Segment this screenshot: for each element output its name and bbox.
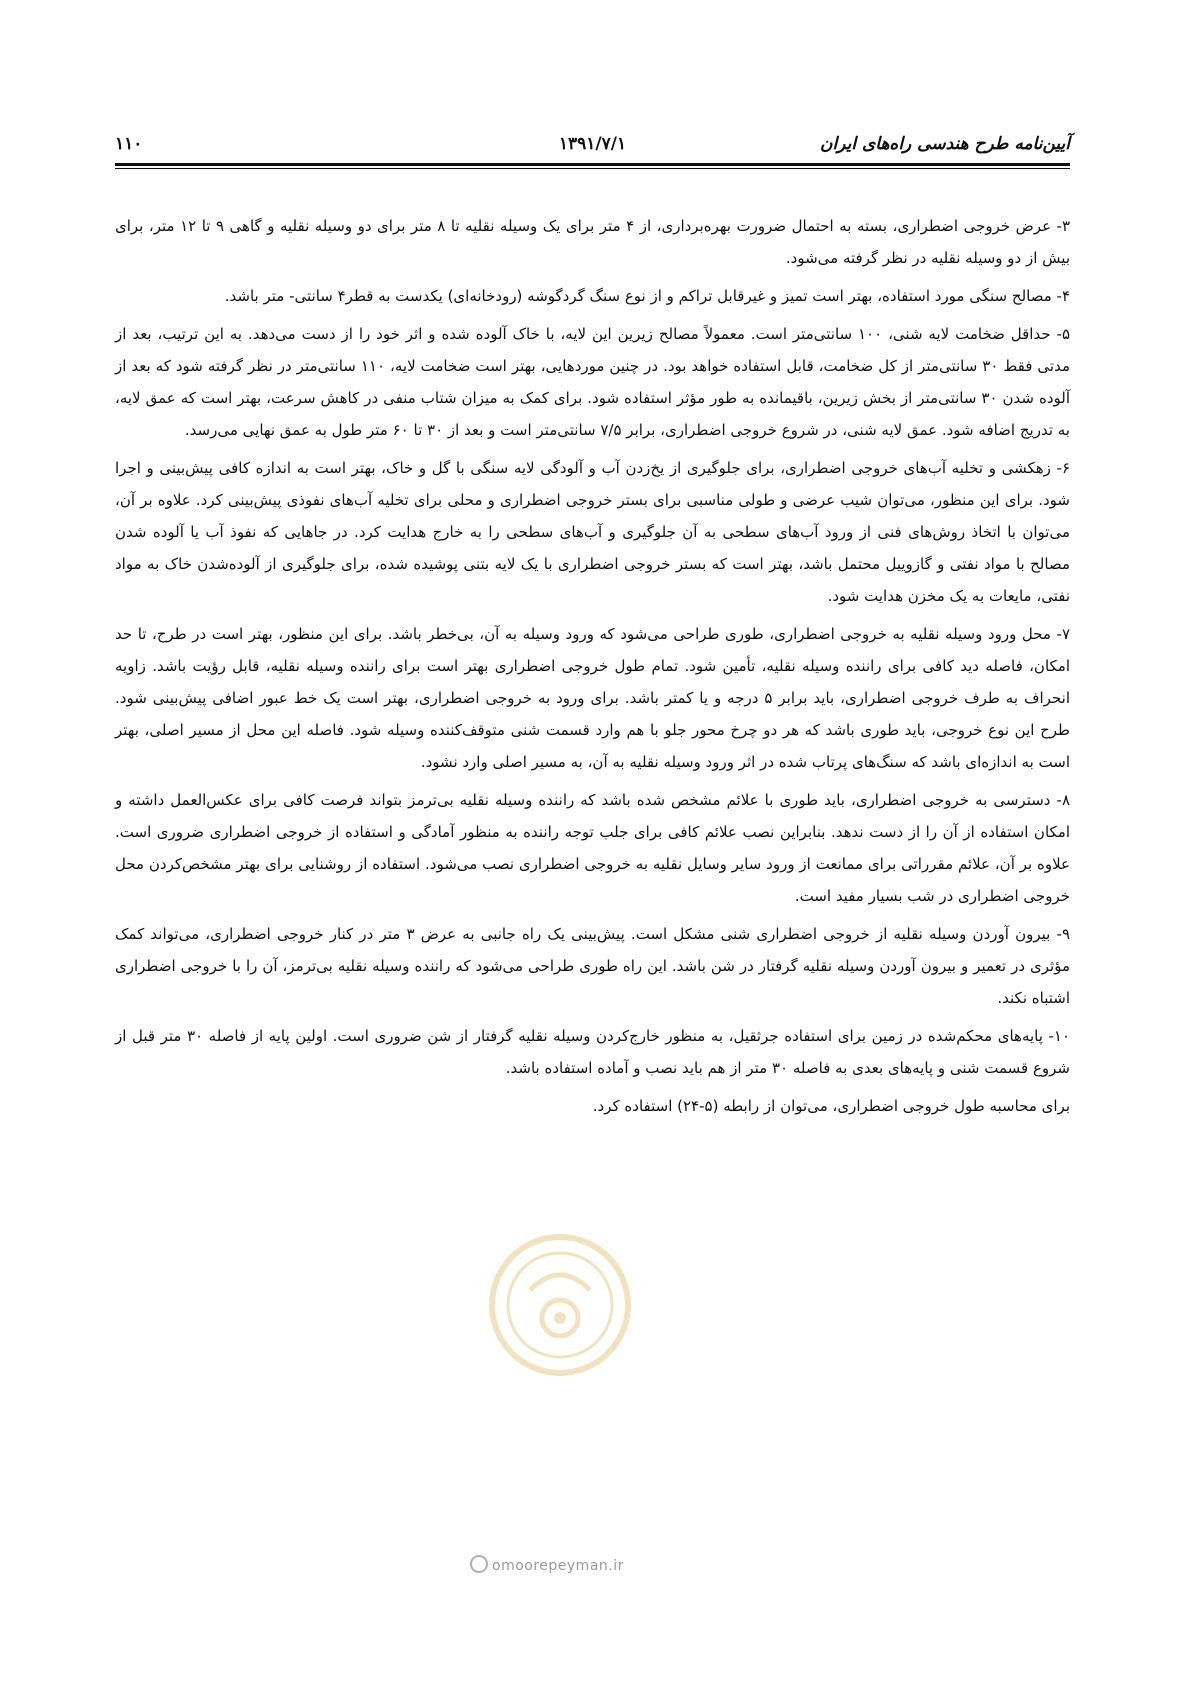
header-rule-thick xyxy=(115,163,1070,166)
page-header xyxy=(115,130,1070,160)
body-text xyxy=(115,210,1070,1128)
paragraph-6: ۶- زهکشی و تخلیه آب‌های خروجی اضطراری، برای جلوگیری از یخ‌زدن آب و آلودگی لایه سنگی با گل و خاک، بهتر است به اندازه کافی پیش‌بینی و اجرا شود. برای این منظور، می‌توان شیب عرضی و طولی مناسبی برای بستر خروجی اضطراری و محلی برای تخلیه آب‌های نفوذی پیش‌بینی کرد. علاوه بر آن، می‌توان با اتخاذ روش‌های فنی از ورود آب‌های سطحی به آن جلوگیری و آب‌های سطحی را به خارج هدایت کرد. در جاهایی که نفوذ آب یا آلوده شدن مصالح با مواد نفتی و گازوییل محتمل باشد، بهتر است که بستر خروجی اضطراری با یک لایه بتنی پوشیده شده، برای جلوگیری از آلوده‌شدن خاک به مواد نفتی، مایعات به یک مخزن هدایت شود. xyxy=(115,459,1070,605)
paragraph-3: ۳- عرض خروجی اضطراری، بسته به احتمال ضرورت بهره‌برداری، از ۴ متر برای یک وسیله نقلیه تا ۸ متر برای دو وسیله نقلیه و گاهی ۹ تا ۱۲ متر، برای بیش از دو وسیله نقلیه در نظر گرفته می‌شود. xyxy=(115,217,1071,267)
paragraph-7: ۷- محل ورود وسیله نقلیه به خروجی اضطراری، طوری طراحی می‌شود که ورود وسیله به آن، بی‌خطر باشد. برای این منظور، بهتر است در طرح، تا حد امکان، فاصله دید کافی برای راننده وسیله نقلیه، تأمین شود. تمام طول خروجی اضطراری بهتر است برای راننده وسیله نقلیه، قابل رؤیت باشد. زاویه انحراف به طرف خروجی اضطراری، باید برابر ۵ درجه و یا کمتر باشد. برای ورود به خروجی اضطراری، بهتر است یک خط عبور اضافی پیش‌بینی شود. طرح این نوع خروجی، باید طوری باشد که هر دو چرخ محور جلو با هم وارد قسمت شنی متوقف‌کننده وسیله شود. فاصله این محل از مسیر اصلی، بهتر است به اندازه‌ای باشد که سنگ‌های پرتاب شده در اثر ورود وسیله نقلیه به آن، به مسیر اصلی وارد نشود. xyxy=(115,625,1070,771)
page-number: ۱۱۰ xyxy=(115,134,143,154)
paragraph-4: ۴- مصالح سنگی مورد استفاده، بهتر است تمیز و غیرقابل تراکم و از نوع سنگ گردگوشه (رودخانه‌ای) یکدست به قطر۴ سانتی- متر باشد. xyxy=(224,287,1070,305)
paragraph-8: ۸- دسترسی به خروجی اضطراری، باید طوری با علائم مشخص شده باشد که راننده وسیله نقلیه بی‌ترمز بتواند فرصت کافی برای عکس‌العمل داشته و امکان استفاده از آن را از دست ندهد. بنابراین نصب علائم کافی برای جلب توجه راننده به منظور آمادگی و استفاده از خروجی اضطراری ضروری است. علاوه بر آن، علائم مقرراتی برای ممانعت از ورود سایر وسایل نقلیه به خروجی اضطراری نصب می‌شود. استفاده از روشنایی برای بهتر مشخص‌کردن محل خروجی اضطراری در شب بسیار مفید است. xyxy=(115,791,1070,905)
document-title: آیین‌نامه طرح هندسی راه‌های ایران xyxy=(820,134,1070,154)
header-rule-thin xyxy=(115,168,1070,169)
document-date: ۱۳۹۱/۷/۱ xyxy=(558,134,627,154)
paragraph-9: ۹- بیرون آوردن وسیله نقلیه از خروجی اضطراری شنی مشکل است. پیش‌بینی یک راه جانبی به عرض ۳ متر در کنار خروجی اضطراری، می‌تواند کمک مؤثری در تعمیر و بیرون آوردن وسیله نقلیه گرفتار در شن باشد. این راه طوری طراحی می‌شود که راننده وسیله نقلیه بی‌ترمز، آن را با خروجی اضطراری اشتباه نکند. xyxy=(115,925,1070,1007)
paragraph-5: ۵- حداقل ضخامت لایه شنی، ۱۰۰ سانتی‌متر است. معمولاً مصالح زیرین این لایه، با خاک آلوده شده و اثر خود را از دست می‌دهد. به این ترتیب، بعد از مدتی فقط ۳۰ سانتی‌متر از کل ضخامت، قابل استفاده خواهد بود. در چنین موردهایی، بهتر است ضخامت لایه، ۱۱۰ سانتی‌متر در نظر گرفته شود که بعد از آلوده شدن ۳۰ سانتی‌متر از بخش زیرین، باقیمانده به طور مؤثر استفاده شود. برای کمک به میزان شتاب منفی در کاهش سرعت، بهتر است که عمق لایه، به تدریج اضافه شود. عمق لایه شنی، در شروع خروجی اضطراری، برابر ۷/۵ سانتی‌متر است و بعد از ۳۰ تا ۶۰ متر طول به عمق نهایی می‌رسد. xyxy=(115,325,1071,439)
watermark-seal-icon xyxy=(485,1230,635,1380)
paragraph-10: ۱۰- پایه‌های محکم‌شده در زمین برای استفاده جرثقیل، به منظور خارج‌کردن وسیله نقلیه گرفتار از شن ضروری است. اولین پایه از فاصله ۳۰ متر قبل از شروع قسمت شنی و پایه‌های بعدی به فاصله ۳۰ متر از هم باید نصب و آماده استفاده باشد. xyxy=(115,1027,1071,1077)
at-sign-icon xyxy=(470,1555,488,1573)
watermark-text xyxy=(470,1555,624,1574)
watermark-url: omoorepeyman.ir xyxy=(492,1558,624,1574)
paragraph-formula-note: برای محاسبه طول خروجی اضطراری، می‌توان از رابطه (۵-۲۴) استفاده کرد. xyxy=(592,1097,1070,1115)
